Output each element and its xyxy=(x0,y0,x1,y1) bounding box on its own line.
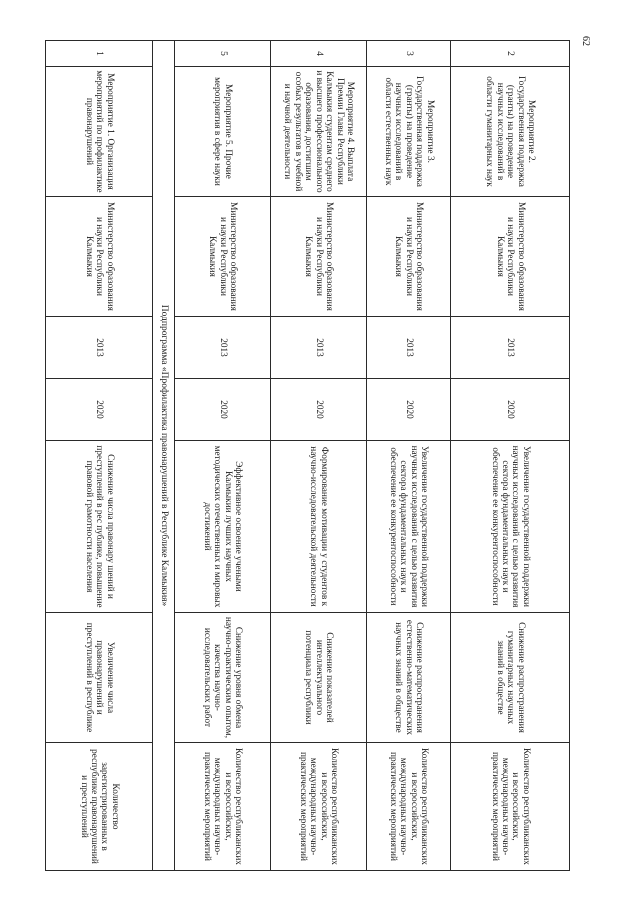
table-row xyxy=(271,41,367,871)
start-year-cell: 2013 xyxy=(175,317,271,379)
end-year-cell: 2020 xyxy=(367,379,451,441)
indicator-cell: Количество республиканских и всероссийских, международных научно-практических мероприятий xyxy=(175,743,271,871)
event-cell: Мероприятие 4. Выплата Премии Главы Республики Калмыкия студентам среднего и высшего профессионального образования, достигшим особых результатов в учебной и научной деятельности xyxy=(271,67,367,197)
indicator-cell: Количество зарегистрированных в республике правонарушений и преступлений xyxy=(46,743,153,871)
risk-cell: Увеличение числа правонарушений и преступлений в республике xyxy=(46,613,153,743)
event-cell: Мероприятие 1. Организация мероприятий по профилактике правонарушений xyxy=(46,67,153,197)
expected-result-cell: Формирование мотивации у студентов к научно-исследовательской деятельности xyxy=(271,441,367,613)
start-year-cell: 2013 xyxy=(46,317,153,379)
table-row xyxy=(175,41,271,871)
expected-result-cell: Эффективное освоение учеными Калмыкии лучших научных методических отечественных и мировых достижений xyxy=(175,441,271,613)
executor-cell: Министерство образования и науки Республики Калмыкия xyxy=(46,197,153,317)
end-year-cell: 2020 xyxy=(271,379,367,441)
risk-cell: Снижение распространения гуманитарных научных знаний в обществе xyxy=(451,613,570,743)
subprogram-row xyxy=(153,41,175,871)
risk-cell: Снижение распространения естественно-математических научных знаний в обществе xyxy=(367,613,451,743)
end-year-cell: 2020 xyxy=(175,379,271,441)
end-year-cell: 2020 xyxy=(451,379,570,441)
start-year-cell: 2013 xyxy=(271,317,367,379)
event-cell: Мероприятие 3. Государственная поддержка (гранты) на проведение научных исследований в области естественных наук xyxy=(367,67,451,197)
row-number-cell: 3 xyxy=(367,41,451,67)
risk-cell: Снижение уровня обмена научно-практическим опытом, качества научно-исследовательских работ xyxy=(175,613,271,743)
row-number-cell: 4 xyxy=(271,41,367,67)
expected-result-cell: Увеличение государственной поддержки научных исследований с целью развития сектора фундаментальных наук и обеспечение ее конкурентоспособности xyxy=(367,441,451,613)
event-cell: Мероприятие 5. Прочие мероприятия в сфере науки xyxy=(175,67,271,197)
executor-cell: Министерство образования и науки Республики Калмыкия xyxy=(175,197,271,317)
row-number-cell: 5 xyxy=(175,41,271,67)
executor-cell: Министерство образования и науки Республики Калмыкия xyxy=(367,197,451,317)
rotated-table-wrapper xyxy=(45,40,570,870)
program-activities-table xyxy=(45,40,570,871)
executor-cell: Министерство образования и науки Республики Калмыкия xyxy=(451,197,570,317)
expected-result-cell: Увеличение государственной поддержки научных исследований с целью развития сектора фундаментальных наук и обеспечение ее конкурентоспособности xyxy=(451,441,570,613)
start-year-cell: 2013 xyxy=(367,317,451,379)
page-number: 62 xyxy=(580,36,591,46)
event-cell: Мероприятие 2. Государственная поддержка (гранты) на проведение научных исследований в области гуманитарных наук xyxy=(451,67,570,197)
executor-cell: Министерство образования и науки Республики Калмыкия xyxy=(271,197,367,317)
indicator-cell: Количество республиканских и всероссийских, международных научно-практических мероприятий xyxy=(367,743,451,871)
subprogram-title: Подпрограмма «Профилактика правонарушений в Республике Калмыкия» xyxy=(153,41,175,871)
row-number-cell: 1 xyxy=(46,41,153,67)
start-year-cell: 2013 xyxy=(451,317,570,379)
table-row xyxy=(367,41,451,871)
table-row xyxy=(451,41,570,871)
table-row xyxy=(46,41,153,871)
indicator-cell: Количество республиканских и всероссийских, международных научно-практических мероприятий xyxy=(271,743,367,871)
risk-cell: Снижение показателей интеллектуального потенциала республики xyxy=(271,613,367,743)
expected-result-cell: Снижение числа правонару шений и преступлений в рес публике, повышение правовой грамотности населения xyxy=(46,441,153,613)
row-number-cell: 2 xyxy=(451,41,570,67)
end-year-cell: 2020 xyxy=(46,379,153,441)
indicator-cell: Количество республиканских и всероссийских, международных научно-практических мероприятий xyxy=(451,743,570,871)
